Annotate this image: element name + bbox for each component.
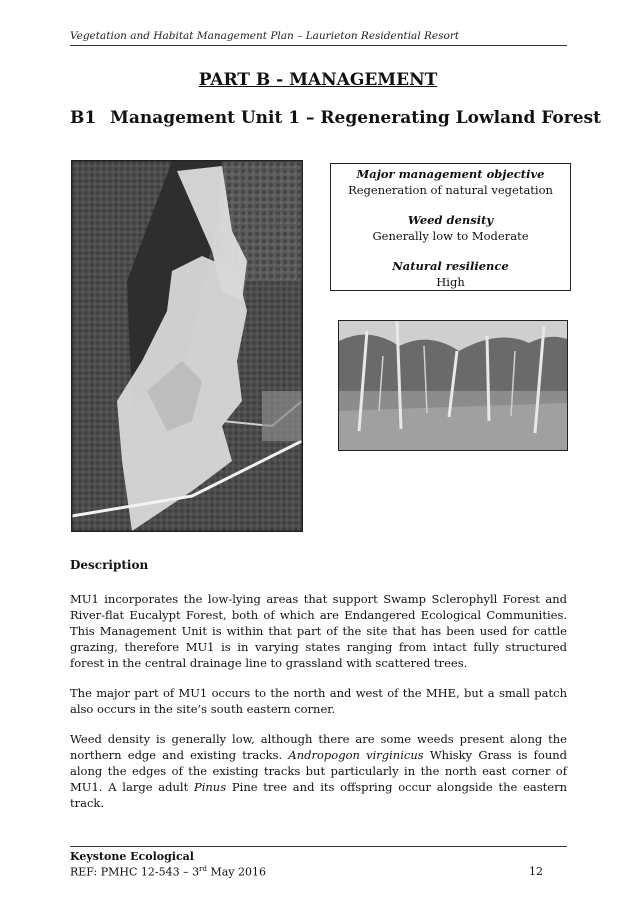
resilience-label: Natural resilience: [392, 259, 509, 273]
forest-photo: [338, 320, 568, 451]
resilience-value: High: [436, 274, 465, 289]
description-paragraph-3: Weed density is generally low, although there are some weeds present along the northern edge and existing tracks. Andropogon virginicus Whisky Grass is found along the edges of the existing tracks but particularly in the north east corner of MU1. A large adult Pinus Pine tree and its offspring occur alongside the eastern track.: [70, 732, 567, 810]
section-number: B1: [70, 108, 97, 128]
objective-value: Regeneration of natural vegetation: [348, 182, 553, 197]
description-paragraph-1: MU1 incorporates the low-lying areas that support Swamp Sclerophyll Forest and River-flat Eucalypt Forest, both of which are Endangered Ecological Communities. This Management Unit is within that part of the site that has been used for cattle grazing, therefore MU1 is in varying states ranging from intact fully structured forest in the central drainage line to grassland with scattered trees.: [70, 592, 567, 670]
objective-label: Major management objective: [356, 167, 545, 181]
description-paragraph-2: The major part of MU1 occurs to the north and west of the MHE, but a small patch also occurs in the site’s south eastern corner.: [70, 686, 567, 716]
section-heading: [70, 108, 601, 128]
section-title: Management Unit 1 – Regenerating Lowland Forest: [110, 108, 601, 128]
objectives-box: [330, 163, 571, 291]
species-name: Pinus: [193, 780, 227, 794]
weed-density-value: Generally low to Moderate: [372, 228, 529, 243]
footer-company: Keystone Ecological: [70, 850, 194, 863]
aerial-map-image: [71, 160, 303, 532]
species-name: Andropogon virginicus: [288, 748, 424, 762]
page-number: 12: [529, 865, 543, 878]
footer-divider: [70, 846, 567, 847]
footer-reference: REF: PMHC 12-543 – 3rd May 2016: [70, 865, 266, 879]
part-title: PART B - MANAGEMENT: [198, 70, 438, 90]
weed-density-label: Weed density: [407, 213, 494, 227]
description-heading: Description: [70, 558, 149, 572]
running-header: Vegetation and Habitat Management Plan – Laurieton Residential Resort: [70, 30, 567, 46]
